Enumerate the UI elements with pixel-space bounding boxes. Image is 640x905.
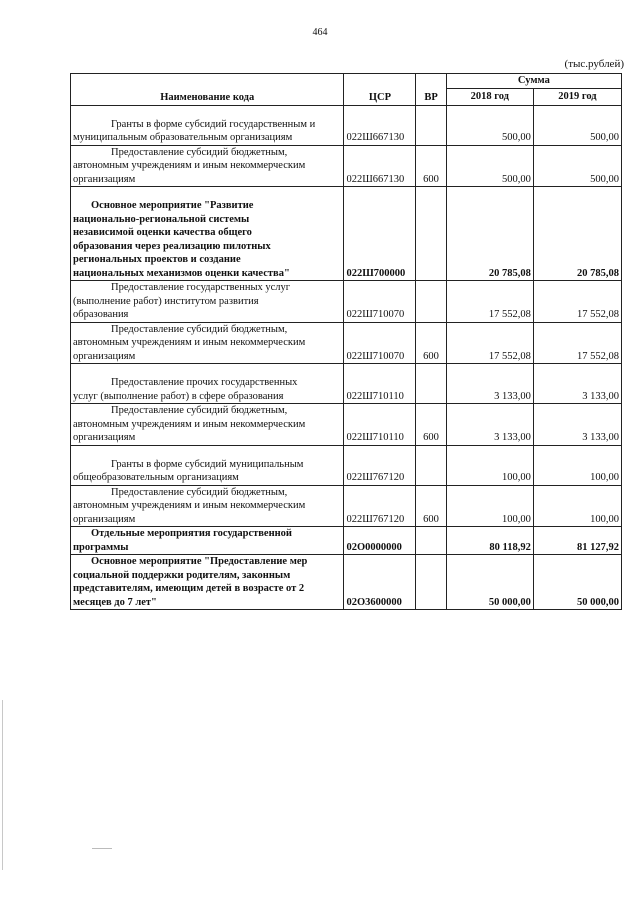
row-vr xyxy=(416,105,446,145)
row-csr: 022Ш767120 xyxy=(344,485,416,527)
row-value-2019: 81 127,92 xyxy=(533,527,621,555)
row-name-line: автономным учреждениям и иным некоммерческим xyxy=(73,160,306,171)
row-value-2019: 50 000,00 xyxy=(533,555,621,610)
row-value-2018: 50 000,00 xyxy=(446,555,533,610)
row-name xyxy=(71,404,344,446)
header-csr: ЦСР xyxy=(344,74,416,106)
row-value-2018: 100,00 xyxy=(446,485,533,527)
row-csr: 022Ш667130 xyxy=(344,145,416,187)
row-name-line: организациям xyxy=(73,513,136,525)
row-name-line: Предоставление субсидий бюджетным, xyxy=(111,405,288,416)
table-row xyxy=(71,187,622,281)
row-name-line: автономным учреждениям и иным некоммерческим xyxy=(73,337,306,348)
row-value-2019: 17 552,08 xyxy=(533,281,621,323)
row-vr: 600 xyxy=(416,485,446,527)
scan-mark xyxy=(92,848,112,849)
row-csr: 022Ш667130 xyxy=(344,105,416,145)
row-value-2019: 100,00 xyxy=(533,485,621,527)
row-name-line: Предоставление прочих государственных xyxy=(111,377,298,388)
row-name-line: образования через реализацию пилотных xyxy=(73,240,271,252)
row-name-line: (выполнение работ) институтом развития xyxy=(73,295,259,307)
row-name-line: представителям, имеющим детей в возрасте от 2 xyxy=(73,583,305,594)
row-name xyxy=(71,445,344,485)
header-year-2019: 2019 год xyxy=(533,88,621,105)
row-name-line: программы xyxy=(73,541,129,553)
row-name-line: Основное мероприятие "Предоставление мер xyxy=(91,556,308,567)
row-name xyxy=(71,322,344,364)
row-value-2018: 100,00 xyxy=(446,445,533,485)
row-csr: 022Ш710110 xyxy=(344,404,416,446)
row-name xyxy=(71,485,344,527)
row-value-2018: 80 118,92 xyxy=(446,527,533,555)
row-value-2018: 17 552,08 xyxy=(446,281,533,323)
budget-table xyxy=(70,73,622,610)
row-csr: 022Ш710070 xyxy=(344,322,416,364)
row-name-line: организациям xyxy=(73,173,136,185)
row-name-line: организациям xyxy=(73,432,136,443)
header-year-2018: 2018 год xyxy=(446,88,533,105)
row-vr xyxy=(416,555,446,610)
units-label: (тыс.рублей) xyxy=(564,58,624,70)
row-vr xyxy=(416,527,446,555)
table-body xyxy=(71,105,622,610)
row-name-line: автономным учреждениям и иным некоммерческим xyxy=(73,418,306,430)
table-row xyxy=(71,485,622,527)
row-name-line: муниципальным образовательным организациям xyxy=(73,132,293,143)
row-value-2019: 100,00 xyxy=(533,445,621,485)
row-value-2019: 3 133,00 xyxy=(533,404,621,446)
header-vr: ВР xyxy=(416,74,446,106)
row-value-2019: 20 785,08 xyxy=(533,187,621,281)
row-name-line: Гранты в форме субсидий государственным и xyxy=(111,118,316,130)
row-name-line: региональных проектов и создание xyxy=(73,254,241,265)
row-vr: 600 xyxy=(416,145,446,187)
row-name xyxy=(71,527,344,555)
row-value-2019: 500,00 xyxy=(533,145,621,187)
row-vr xyxy=(416,281,446,323)
row-name-line: Предоставление субсидий бюджетным, xyxy=(111,486,288,498)
row-vr xyxy=(416,364,446,404)
row-name-line: Основное мероприятие "Развитие xyxy=(91,200,254,211)
row-vr: 600 xyxy=(416,404,446,446)
scan-edge-line xyxy=(2,700,3,870)
row-name xyxy=(71,105,344,145)
row-csr: 022Ш700000 xyxy=(344,187,416,281)
table-row xyxy=(71,105,622,145)
row-value-2019: 17 552,08 xyxy=(533,322,621,364)
row-name-line: Предоставление субсидий бюджетным, xyxy=(111,146,288,158)
table-row xyxy=(71,281,622,323)
table-row xyxy=(71,145,622,187)
row-vr: 600 xyxy=(416,322,446,364)
row-name xyxy=(71,281,344,323)
row-value-2019: 500,00 xyxy=(533,105,621,145)
row-name-line: национально-региональной системы xyxy=(73,213,250,225)
row-name-line: образования xyxy=(73,309,129,320)
table-row xyxy=(71,445,622,485)
page-number: 464 xyxy=(312,27,328,38)
row-vr xyxy=(416,445,446,485)
row-name-line: социальной поддержки родителям, законным xyxy=(73,569,291,581)
row-name-line: месяцев до 7 лет" xyxy=(73,596,157,608)
row-value-2019: 3 133,00 xyxy=(533,364,621,404)
row-name-line: Предоставление государственных услуг xyxy=(111,282,291,293)
row-vr xyxy=(416,187,446,281)
row-name xyxy=(71,187,344,281)
header-sum: Сумма xyxy=(446,74,621,89)
row-name xyxy=(71,145,344,187)
row-name-line: независимой оценки качества общего xyxy=(73,227,252,238)
row-value-2018: 500,00 xyxy=(446,105,533,145)
row-csr: 02О0000000 xyxy=(344,527,416,555)
row-name-line: общеобразовательным организациям xyxy=(73,472,239,483)
row-name-line: Предоставление субсидий бюджетным, xyxy=(111,323,288,335)
row-name-line: национальных механизмов оценки качества" xyxy=(73,267,290,279)
row-value-2018: 20 785,08 xyxy=(446,187,533,281)
row-csr: 022Ш710110 xyxy=(344,364,416,404)
table-row xyxy=(71,322,622,364)
header-name: Наименование кода xyxy=(71,74,344,106)
table-row xyxy=(71,527,622,555)
table-row xyxy=(71,555,622,610)
row-name-line: услуг (выполнение работ) в сфере образования xyxy=(73,390,284,402)
row-value-2018: 3 133,00 xyxy=(446,404,533,446)
row-value-2018: 500,00 xyxy=(446,145,533,187)
row-name xyxy=(71,364,344,404)
row-csr: 022Ш710070 xyxy=(344,281,416,323)
table-row xyxy=(71,364,622,404)
row-name xyxy=(71,555,344,610)
row-name-line: автономным учреждениям и иным некоммерческим xyxy=(73,500,306,511)
row-csr: 022Ш767120 xyxy=(344,445,416,485)
row-csr: 02О3600000 xyxy=(344,555,416,610)
table-row xyxy=(71,404,622,446)
row-name-line: Отдельные мероприятия государственной xyxy=(91,528,292,539)
row-name-line: Гранты в форме субсидий муниципальным xyxy=(111,458,304,470)
row-name-line: организациям xyxy=(73,350,136,362)
row-value-2018: 17 552,08 xyxy=(446,322,533,364)
row-value-2018: 3 133,00 xyxy=(446,364,533,404)
